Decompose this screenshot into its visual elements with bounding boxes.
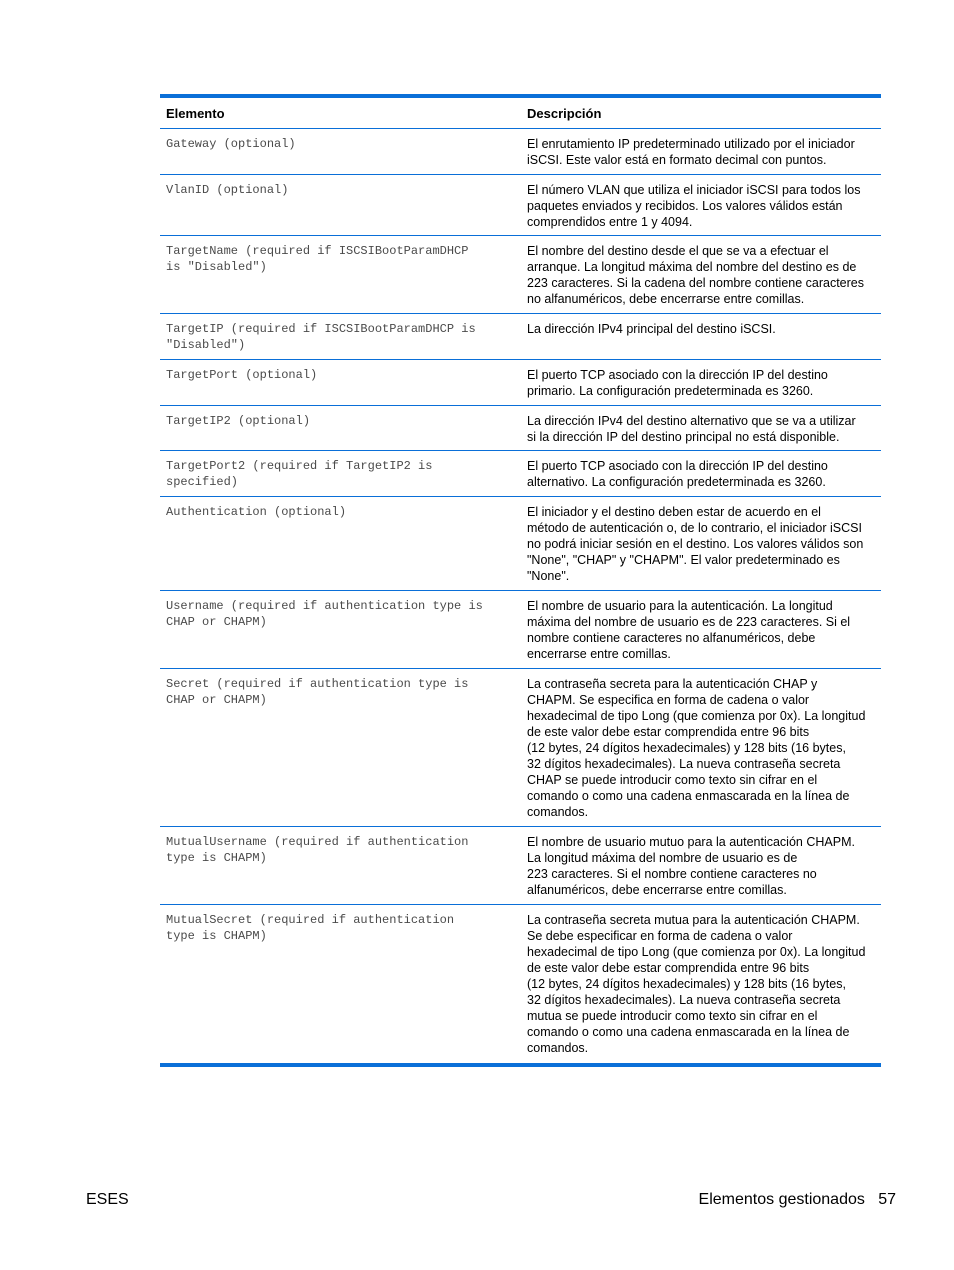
footer-section	[699, 1191, 896, 1209]
row-description: El número VLAN que utiliza el iniciador iSCSI para todos los paquetes enviados y recibidos. Los valores válidos están comprendidos entre 1 y 4094.	[527, 183, 861, 229]
row-description: El puerto TCP asociado con la dirección IP del destino alternativo. La configuración predeterminada es 3260.	[527, 459, 828, 489]
row-element: Secret (required if authentication type is CHAP or CHAPM)	[166, 677, 469, 707]
row-element: Authentication (optional)	[166, 505, 347, 519]
row-description: El nombre de usuario mutuo para la autenticación CHAPM. La longitud máxima del nombre de usuario es de 223 caracteres. Si el nombre contiene caracteres no alfanuméricos, debe encerrarse entre comillas.	[527, 835, 855, 897]
header-element: Elemento	[166, 105, 225, 121]
row-description: El nombre del destino desde el que se va a efectuar el arranque. La longitud máxima del nombre del destino es de 223 caracteres. Si la cadena del nombre contiene caracteres no alfanuméricos, debe encerrarse entre comillas.	[527, 244, 864, 306]
row-element: TargetPort (optional)	[166, 368, 318, 382]
table-row	[160, 236, 881, 314]
table-row	[160, 406, 881, 451]
table-row	[160, 905, 881, 1063]
table-row	[160, 669, 881, 827]
row-description: El nombre de usuario para la autenticación. La longitud máxima del nombre de usuario es de 223 caracteres. Si el nombre contiene caracteres no alfanuméricos, debe encerrarse entre comillas.	[527, 599, 851, 661]
row-description: La contraseña secreta para la autenticación CHAP y CHAPM. Se especifica en forma de cadena o valor hexadecimal de tipo Long (que comienza por 0x). La longitud de este valor debe estar comprendida entre 96 bits (12 bytes, 24 dígitos hexadecimales) y 128 bits (16 bytes, 32 dígitos hexadecimales). La nueva contraseña secreta CHAP se puede introducir como texto sin cifrar en el comando o como una cadena enmascarada en la línea de comandos.	[527, 677, 866, 819]
table-row	[160, 497, 881, 591]
table-row	[160, 827, 881, 905]
row-description: La dirección IPv4 del destino alternativo que se va a utilizar si la dirección IP del destino principal no está disponible.	[527, 414, 856, 444]
row-element: Gateway (optional)	[166, 137, 296, 151]
row-element: TargetIP2 (optional)	[166, 414, 311, 428]
table-row	[160, 175, 881, 236]
row-element: VlanID (optional)	[166, 183, 289, 197]
row-description: La dirección IPv4 principal del destino iSCSI.	[527, 322, 776, 336]
row-description: El enrutamiento IP predeterminado utilizado por el iniciador iSCSI. Este valor está en formato decimal con puntos.	[527, 137, 855, 167]
table-row	[160, 360, 881, 406]
header-description: Descripción	[527, 105, 602, 121]
row-description: La contraseña secreta mutua para la autenticación CHAPM. Se debe especificar en forma de cadena o valor hexadecimal de tipo Long (que comienza por 0x). La longitud de este valor debe estar comprendida entre 96 bits (12 bytes, 24 dígitos hexadecimales) y 128 bits (16 bytes, 32 dígitos hexadecimales). La nueva contraseña secreta mutua se puede introducir como texto sin cifrar en el comando o como una cadena enmascarada en la línea de comandos.	[527, 913, 866, 1055]
table-row	[160, 129, 881, 175]
page-number: 57	[878, 1191, 896, 1208]
elements-table	[160, 94, 881, 1067]
footer-title: Elementos gestionados	[698, 1191, 865, 1208]
footer-locale: ESES	[86, 1191, 129, 1208]
table-header	[160, 98, 881, 129]
row-description: El iniciador y el destino deben estar de acuerdo en el método de autenticación o, de lo contrario, el iniciador iSCSI no podrá iniciar sesión en el destino. Los valores válidos son "None", "CHAP" y "CHAPM". El valor predeterminado es "None".	[527, 505, 864, 583]
table-body	[160, 129, 881, 1063]
row-element: MutualSecret (required if authentication type is CHAPM)	[166, 913, 455, 943]
row-element: Username (required if authentication type is CHAP or CHAPM)	[166, 599, 483, 629]
row-element: TargetName (required if ISCSIBootParamDHCP is "Disabled")	[166, 244, 469, 274]
table-row	[160, 314, 881, 360]
table-row	[160, 451, 881, 497]
row-element: MutualUsername (required if authentication type is CHAPM)	[166, 835, 469, 865]
row-element: TargetPort2 (required if TargetIP2 is specified)	[166, 459, 433, 489]
row-element: TargetIP (required if ISCSIBootParamDHCP is "Disabled")	[166, 322, 476, 352]
table-row	[160, 591, 881, 669]
row-description: El puerto TCP asociado con la dirección IP del destino primario. La configuración predeterminada es 3260.	[527, 368, 828, 398]
